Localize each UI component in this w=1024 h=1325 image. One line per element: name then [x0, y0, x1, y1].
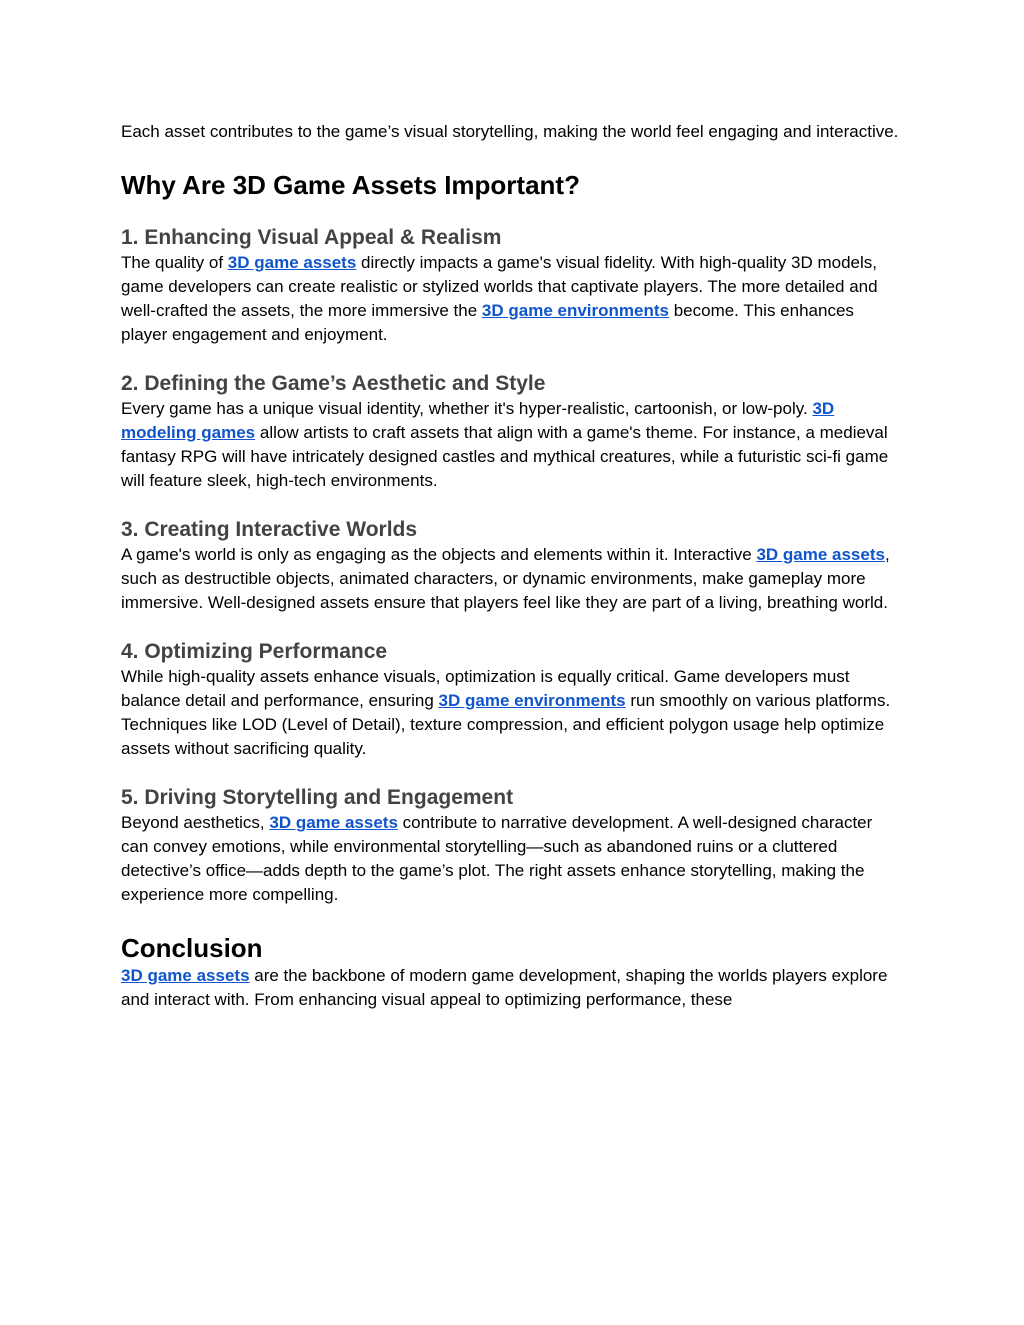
link-3d-game-environments[interactable]: 3D game environments: [438, 691, 626, 710]
paragraph-text: Beyond aesthetics,: [121, 813, 270, 832]
paragraph-text: become. This enhances player engagement and enjoyment.: [121, 301, 854, 344]
intro-paragraph: Each asset contributes to the game’s visual storytelling, making the world feel engaging and interactive.: [121, 122, 899, 141]
section-paragraph-3: [121, 543, 904, 615]
section-paragraph-4: [121, 665, 904, 761]
paragraph-text: Every game has a unique visual identity, whether it's hyper-realistic, cartoonish, or low-poly.: [121, 399, 813, 418]
conclusion-paragraph: [121, 964, 904, 1012]
link-3d-game-assets[interactable]: 3D game assets: [756, 545, 885, 564]
section-paragraph-5: [121, 811, 904, 907]
paragraph-text: are the backbone of modern game development, shaping the worlds players explore and interact with. From enhancing visual appeal to optimizing performance, these: [121, 966, 888, 1009]
section-heading-5: 5. Driving Storytelling and Engagement: [121, 786, 514, 809]
section-heading-4: 4. Optimizing Performance: [121, 640, 388, 663]
conclusion-heading: Conclusion: [121, 933, 263, 963]
paragraph-text: , such as destructible objects, animated characters, or dynamic environments, make gameplay more immersive. Well-designed assets ensure that players feel like they are part of a living, breathing world.: [121, 545, 890, 612]
link-3d-modeling-games[interactable]: 3D modeling games: [121, 399, 835, 442]
paragraph-text: The quality of: [121, 253, 228, 272]
paragraph-text: contribute to narrative development. A well-designed character can convey emotions, while environmental storytelling—such as abandoned ruins or a cluttered detective’s office—adds depth to the game’s plot. The right assets enhance storytelling, making the experience more compelling.: [121, 813, 873, 904]
section-heading-3: 3. Creating Interactive Worlds: [121, 518, 418, 541]
section-paragraph-1: [121, 251, 904, 347]
paragraph-text: allow artists to craft assets that align with a game's theme. For instance, a medieval fantasy RPG will have intricately designed castles and mythical creatures, while a futuristic sci-fi game will feature sleek, high-tech environments.: [121, 423, 889, 490]
main-heading: Why Are 3D Game Assets Important?: [121, 170, 580, 200]
link-3d-game-environments[interactable]: 3D game environments: [481, 301, 669, 320]
link-3d-game-assets[interactable]: 3D game assets: [121, 966, 250, 985]
section-heading-2: 2. Defining the Game’s Aesthetic and Style: [121, 372, 546, 395]
link-3d-game-assets[interactable]: 3D game assets: [227, 253, 357, 272]
paragraph-text: directly impacts a game's visual fidelity. With high-quality 3D models, game developers can create realistic or stylized worlds that captivate players. The more detailed and well-crafted the assets, the more immersive the: [121, 253, 878, 320]
paragraph-text: A game's world is only as engaging as the objects and elements within it. Interactive: [121, 545, 757, 564]
link-3d-game-assets[interactable]: 3D game assets: [269, 813, 398, 832]
paragraph-text: run smoothly on various platforms. Techniques like LOD (Level of Detail), texture compression, and efficient polygon usage help optimize assets without sacrificing quality.: [121, 691, 891, 758]
section-heading-1: 1. Enhancing Visual Appeal & Realism: [121, 226, 502, 249]
paragraph-text: While high-quality assets enhance visuals, optimization is equally critical. Game developers must balance detail and performance, ensuring: [121, 667, 850, 710]
section-paragraph-2: [121, 397, 904, 493]
